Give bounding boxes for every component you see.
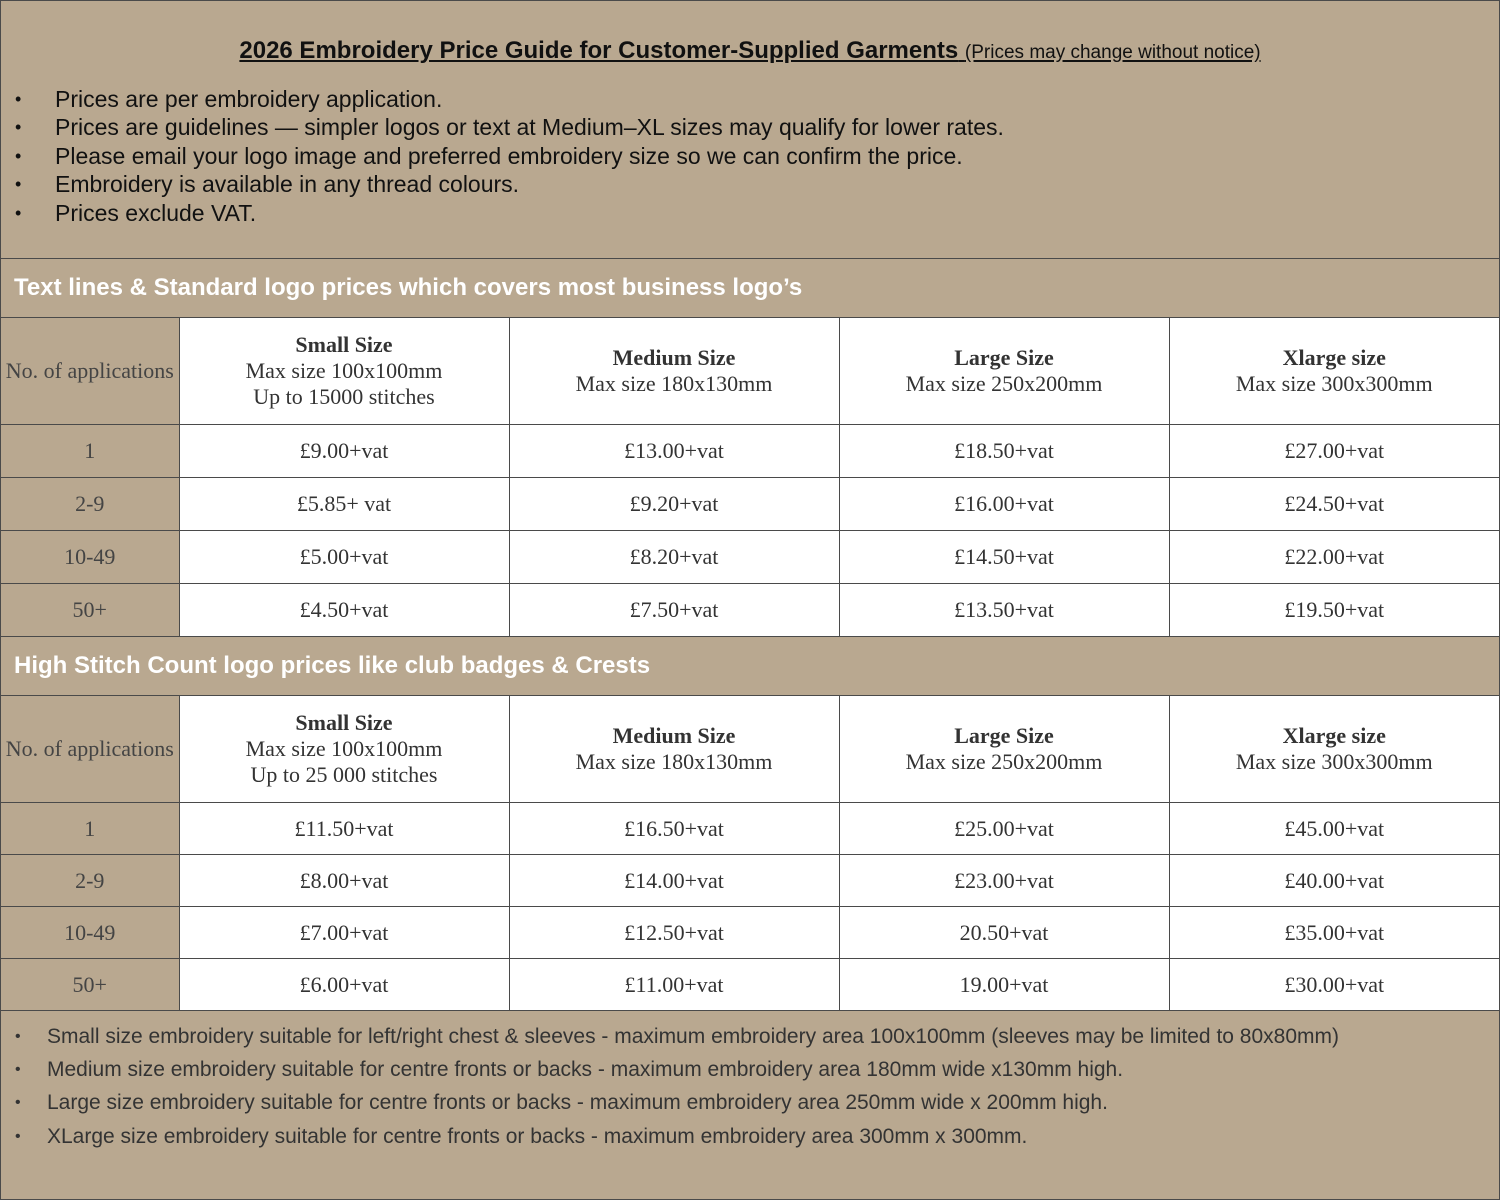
table-row [1, 477, 1499, 530]
intro-bullet: • Prices exclude VAT. [15, 199, 1499, 227]
table-row [1, 803, 1499, 855]
price-cell: £25.00+vat [839, 803, 1169, 855]
applications-header [1, 318, 179, 424]
size-note: • Medium size embroidery suitable for centre fronts or backs - maximum embroidery area 180mm wide x130mm high. [15, 1054, 1499, 1087]
intro-bullet: • Prices are guidelines — simpler logos or text at Medium–XL sizes may qualify for lower rates. [15, 113, 1499, 141]
price-cell: £12.50+vat [509, 907, 839, 959]
quantity-cell: 50+ [1, 959, 179, 1011]
column-detail: Max size 100x100mm [245, 735, 443, 761]
quantity-cell: 10-49 [1, 907, 179, 959]
price-cell: £8.00+vat [179, 855, 509, 907]
intro-bullet: • Please email your logo image and preferred embroidery size so we can confirm the price. [15, 142, 1499, 170]
quantity-cell: 1 [1, 803, 179, 855]
price-cell: 19.00+vat [839, 959, 1169, 1011]
column-detail: Max size 250x200mm [905, 748, 1103, 774]
price-cell: £4.50+vat [179, 583, 509, 636]
quantity-cell: 2-9 [1, 477, 179, 530]
price-cell: £35.00+vat [1169, 907, 1499, 959]
column-header-small [179, 696, 509, 803]
column-detail: Max size 300x300mm [1235, 748, 1433, 774]
price-cell: £8.20+vat [509, 530, 839, 583]
column-header-small [179, 318, 509, 424]
quantity-cell: 2-9 [1, 855, 179, 907]
table-row [1, 530, 1499, 583]
column-name: Xlarge size [1282, 722, 1386, 748]
intro-bullet: • Embroidery is available in any thread colours. [15, 170, 1499, 198]
price-cell: £22.00+vat [1169, 530, 1499, 583]
price-cell: £13.00+vat [509, 424, 839, 477]
price-cell: £11.00+vat [509, 959, 839, 1011]
column-name: Large Size [954, 344, 1054, 370]
price-cell: 20.50+vat [839, 907, 1169, 959]
column-detail: Up to 15000 stitches [253, 383, 435, 409]
intro-bullet: • Prices are per embroidery application. [15, 85, 1499, 113]
size-notes-list [1, 1021, 1499, 1154]
table-row [1, 959, 1499, 1011]
quantity-cell: 50+ [1, 583, 179, 636]
price-cell: £9.00+vat [179, 424, 509, 477]
price-cell: £24.50+vat [1169, 477, 1499, 530]
column-name: Medium Size [612, 722, 736, 748]
size-note: • XLarge size embroidery suitable for centre fronts or backs - maximum embroidery area 300mm x 300mm. [15, 1121, 1499, 1154]
column-header-medium [509, 696, 839, 803]
standard-price-table [1, 318, 1499, 637]
column-detail: Max size 100x100mm [245, 357, 443, 383]
price-guide-header [1, 1, 1499, 259]
column-header-xlarge [1169, 696, 1499, 803]
price-cell: £14.50+vat [839, 530, 1169, 583]
column-detail: Max size 180x130mm [575, 748, 773, 774]
price-cell: £19.50+vat [1169, 583, 1499, 636]
price-cell: £16.50+vat [509, 803, 839, 855]
price-cell: £11.50+vat [179, 803, 509, 855]
price-cell: £27.00+vat [1169, 424, 1499, 477]
column-name: Small Size [295, 331, 393, 357]
column-name: Small Size [295, 709, 393, 735]
table-row [1, 424, 1499, 477]
price-cell: £6.00+vat [179, 959, 509, 1011]
price-cell: £30.00+vat [1169, 959, 1499, 1011]
size-note: • Small size embroidery suitable for left/right chest & sleeves - maximum embroidery area 100x100mm (sleeves may be limited to 80x80mm) [15, 1021, 1499, 1054]
high-stitch-price-table [1, 696, 1499, 1012]
price-cell: £23.00+vat [839, 855, 1169, 907]
table-header-row [1, 696, 1499, 803]
column-name: Large Size [954, 722, 1054, 748]
price-cell: £7.00+vat [179, 907, 509, 959]
table-header-row [1, 318, 1499, 424]
title-text: 2026 Embroidery Price Guide for Customer-Supplied Garments [239, 37, 959, 64]
applications-header [1, 696, 179, 803]
price-cell: £13.50+vat [839, 583, 1169, 636]
column-header-large [839, 318, 1169, 424]
price-cell: £9.20+vat [509, 477, 839, 530]
price-cell: £14.00+vat [509, 855, 839, 907]
table-row [1, 907, 1499, 959]
price-cell: £45.00+vat [1169, 803, 1499, 855]
column-header-xlarge [1169, 318, 1499, 424]
quantity-cell: 1 [1, 424, 179, 477]
high-stitch-section-title: High Stitch Count logo prices like club badges & Crests [1, 637, 1499, 696]
column-detail: Max size 180x130mm [575, 370, 773, 396]
price-cell: £40.00+vat [1169, 855, 1499, 907]
title-note: (Prices may change without notice) [964, 42, 1261, 63]
size-note: • Large size embroidery suitable for centre fronts or backs - maximum embroidery area 250mm wide x 200mm high. [15, 1087, 1499, 1120]
price-cell: £18.50+vat [839, 424, 1169, 477]
table-row [1, 583, 1499, 636]
page-title [1, 1, 1499, 65]
standard-section-title: Text lines & Standard logo prices which covers most business logo’s [1, 259, 1499, 318]
column-name: Xlarge size [1282, 344, 1386, 370]
price-cell: £5.00+vat [179, 530, 509, 583]
applications-header-label: No. of applications [5, 357, 174, 383]
column-name: Medium Size [612, 344, 736, 370]
intro-bullet-list [1, 85, 1499, 227]
column-header-medium [509, 318, 839, 424]
column-detail: Up to 25 000 stitches [250, 761, 438, 787]
price-cell: £7.50+vat [509, 583, 839, 636]
quantity-cell: 10-49 [1, 530, 179, 583]
applications-header-label: No. of applications [5, 735, 174, 761]
column-detail: Max size 250x200mm [905, 370, 1103, 396]
table-row [1, 855, 1499, 907]
column-header-large [839, 696, 1169, 803]
price-cell: £5.85+ vat [179, 477, 509, 530]
column-detail: Max size 300x300mm [1235, 370, 1433, 396]
price-cell: £16.00+vat [839, 477, 1169, 530]
